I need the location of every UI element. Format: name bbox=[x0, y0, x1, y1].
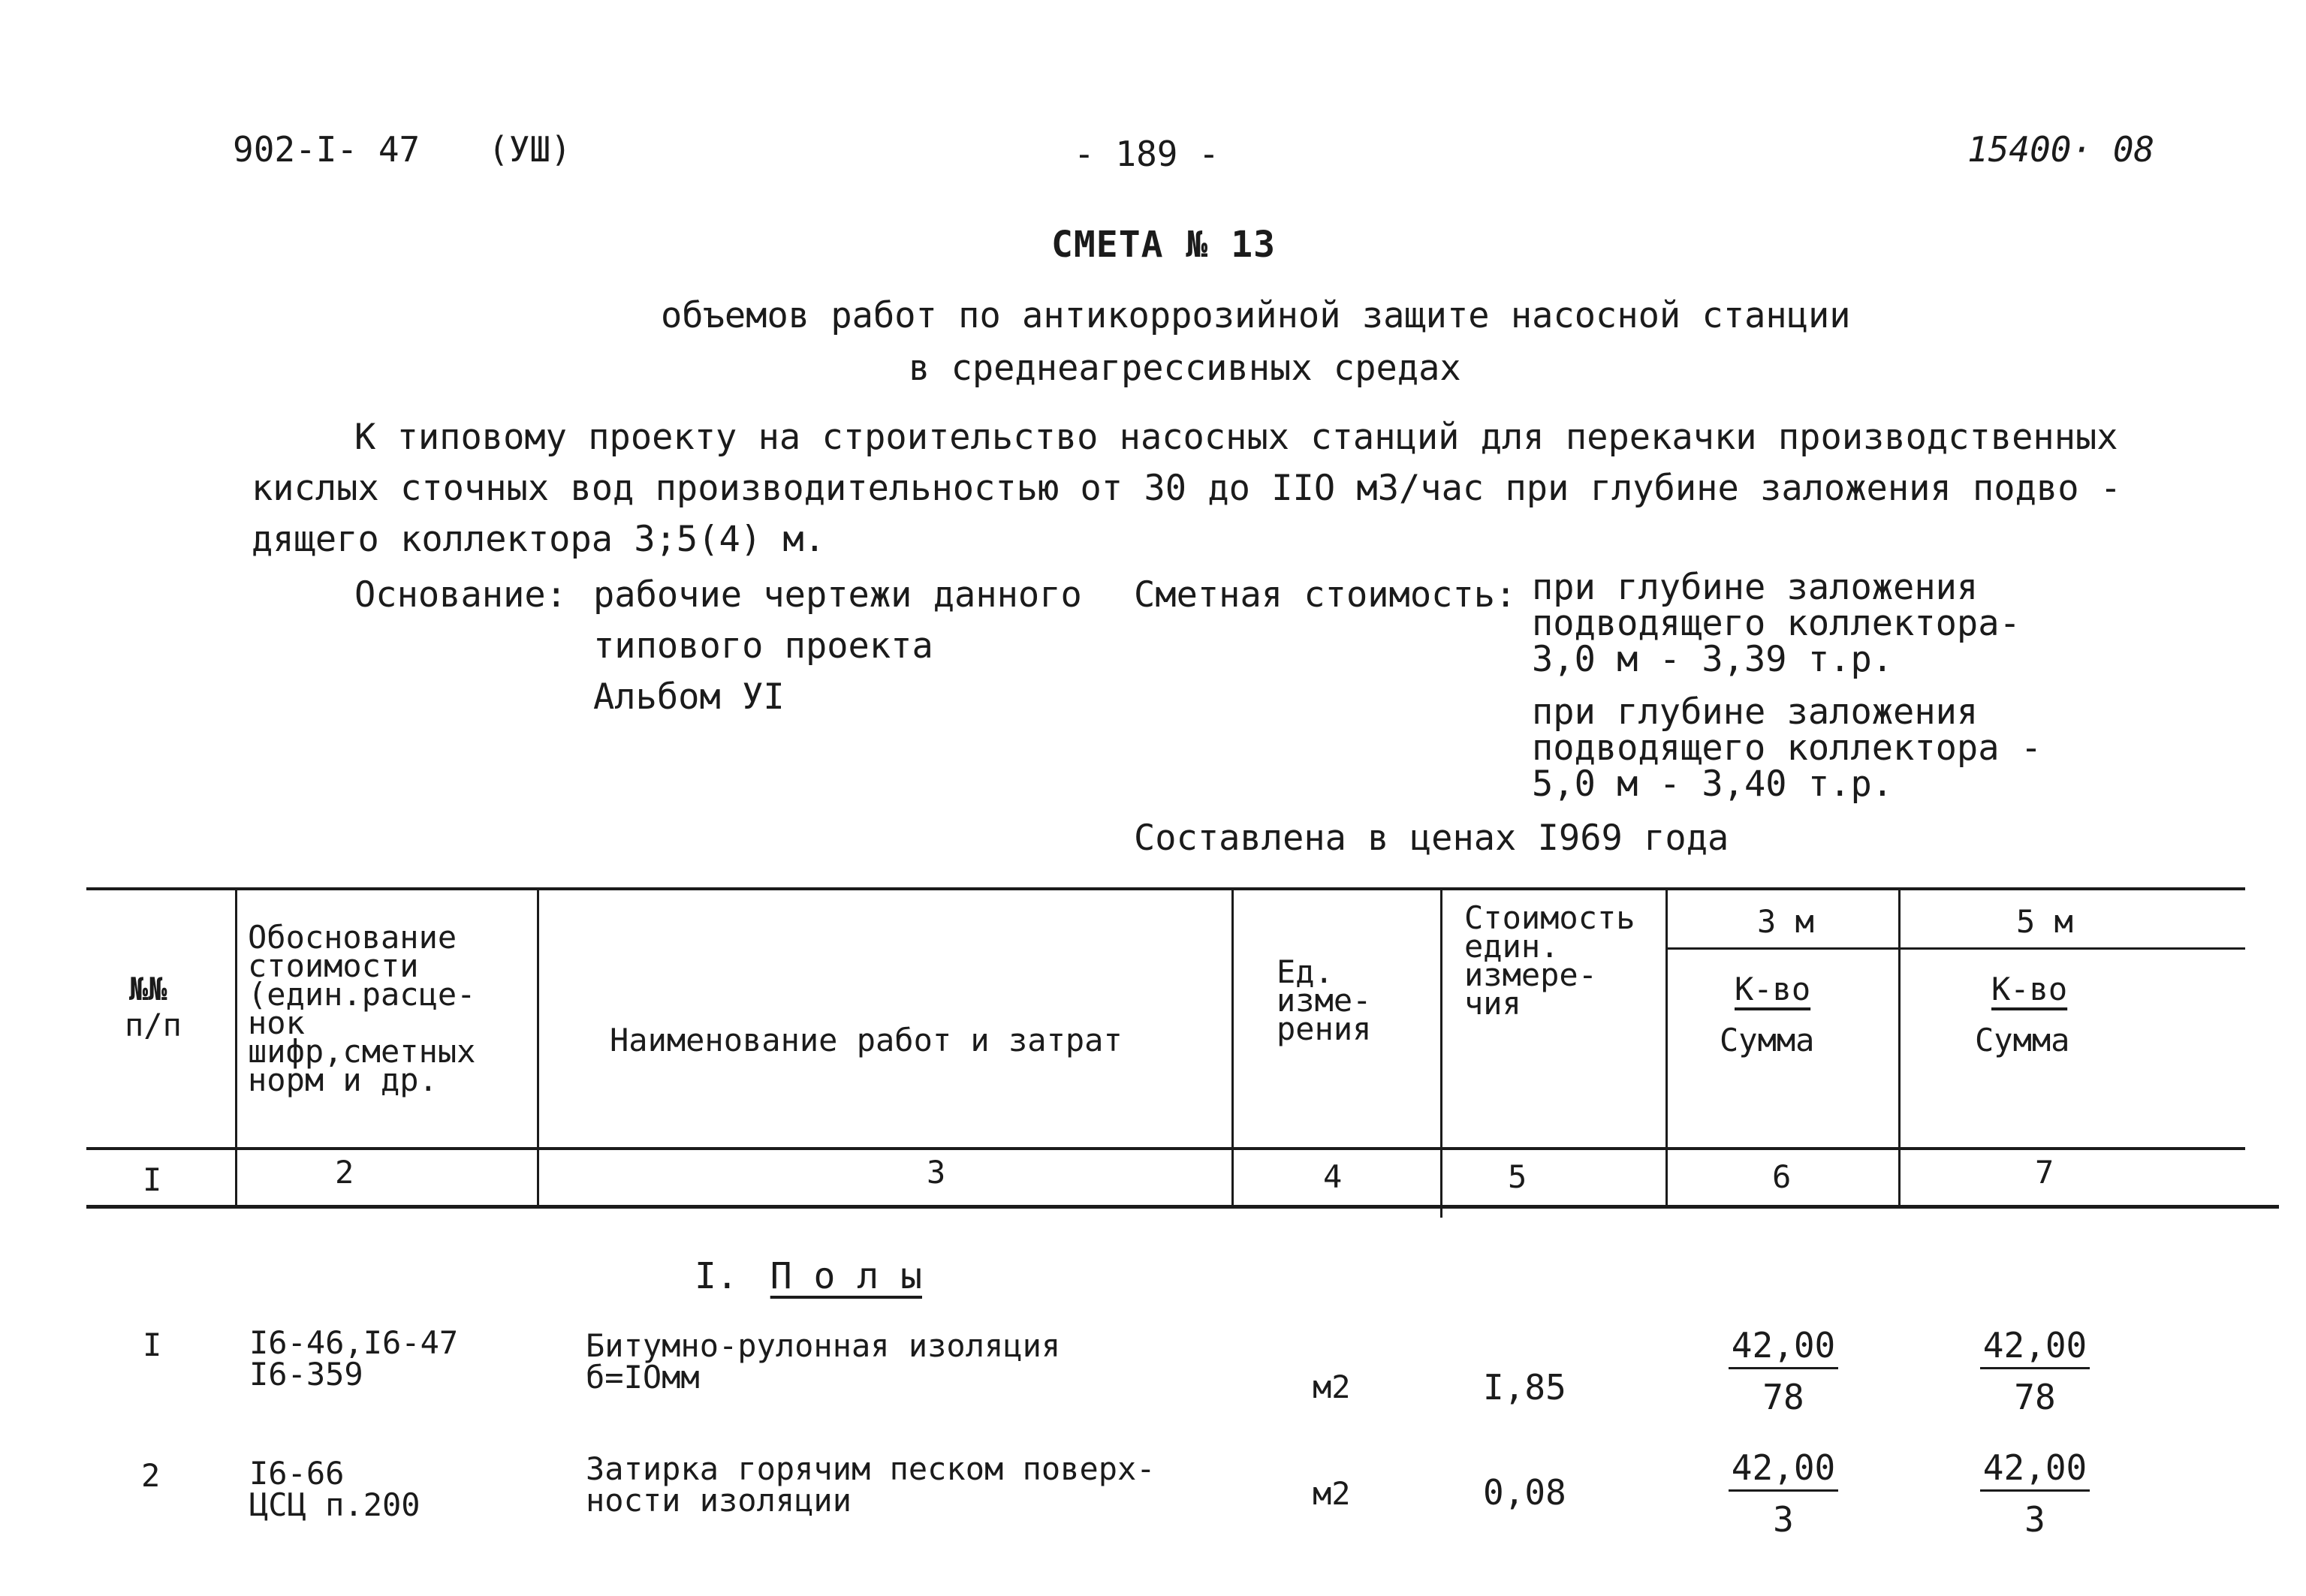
subtitle-line-1: объемов работ по антикоррозийной защите насосной станции bbox=[661, 295, 1851, 336]
table-header-rule bbox=[86, 1147, 2245, 1150]
row-qty-sum-5m bbox=[1967, 1447, 2103, 1540]
document-title: СМЕТА № 13 bbox=[1051, 224, 1276, 266]
cost-a-line-3: 3,0 м - 3,39 т.р. bbox=[1532, 639, 1894, 680]
col-divider-6 bbox=[1898, 887, 1901, 1206]
cost-b-line-1: при глубине заложения bbox=[1532, 691, 1979, 733]
col-number-3: 3 bbox=[927, 1154, 946, 1191]
basis-label: Основание: bbox=[354, 574, 567, 616]
section-name: П о л ы bbox=[770, 1255, 922, 1297]
col-divider-2 bbox=[537, 887, 539, 1206]
header-sum-3m: Сумма bbox=[1720, 1022, 1815, 1058]
header-num-b: п/п bbox=[125, 1007, 182, 1043]
header-sum-5m: Сумма bbox=[1975, 1022, 2070, 1058]
basis-line-2: типового проекта bbox=[593, 625, 933, 667]
section-title bbox=[695, 1255, 922, 1297]
row-sum-3m: 78 bbox=[1762, 1377, 1804, 1417]
row-qty-3m: 42,00 bbox=[1729, 1447, 1838, 1492]
col-number-4: 4 bbox=[1323, 1158, 1343, 1195]
doc-code: 902-I- 47 bbox=[233, 129, 421, 170]
cost-a-line-2: подводящего коллектора- bbox=[1532, 603, 2021, 644]
header-qty-3m: К-во bbox=[1735, 971, 1811, 1007]
col-divider-3 bbox=[1231, 887, 1234, 1206]
row-qty-sum-5m bbox=[1967, 1325, 2103, 1417]
cost-b-line-3: 5,0 м - 3,40 т.р. bbox=[1532, 763, 1894, 805]
row-basis: I6-46,I6-47 I6-359 bbox=[249, 1324, 459, 1393]
row-qty-5m: 42,00 bbox=[1980, 1447, 2090, 1492]
intro-line-3: дящего коллектора 3;5(4) м. bbox=[252, 519, 826, 560]
row-unit-price: I,85 bbox=[1483, 1367, 1566, 1408]
series-code: (УШ) bbox=[488, 129, 571, 170]
row-qty-sum-3m bbox=[1716, 1447, 1851, 1540]
cost-a-line-1: при глубине заложения bbox=[1532, 567, 1979, 608]
row-unit: м2 bbox=[1313, 1475, 1351, 1512]
header-unit-cost: Стоимость един. измере- чия bbox=[1464, 899, 1635, 1022]
intro-line-2: кислых сточных вод производительностью от 30 до IIO м3/час при глубине заложения подво - bbox=[252, 468, 2122, 509]
row-sum-5m: 3 bbox=[2024, 1499, 2045, 1540]
row-unit: м2 bbox=[1313, 1369, 1351, 1405]
col-divider-5 bbox=[1665, 887, 1668, 1206]
row-qty-sum-3m bbox=[1716, 1325, 1851, 1417]
row-work-name: Битумно-рулонная изоляция б=IOмм bbox=[586, 1327, 1061, 1396]
header-num-a: №№ bbox=[129, 971, 167, 1007]
header-basis: Обоснование стоимости (един.расце- нок шифр,сметных норм и др. bbox=[248, 919, 476, 1098]
header-work-name: Наименование работ и затрат bbox=[610, 1022, 1123, 1058]
subtitle-line-2: в среднеагрессивных средах bbox=[909, 348, 1461, 389]
row-number: 2 bbox=[141, 1457, 161, 1494]
table-split-rule bbox=[1667, 947, 2245, 950]
row-basis: I6-66 ЦСЦ п.200 bbox=[249, 1455, 421, 1523]
sheet-code: 15400· 08 bbox=[1967, 129, 2155, 170]
col-divider-1 bbox=[235, 887, 237, 1206]
row-sum-5m: 78 bbox=[2014, 1377, 2056, 1417]
row-qty-5m: 42,00 bbox=[1980, 1325, 2090, 1369]
cost-b-line-2: подводящего коллектора - bbox=[1532, 727, 2042, 769]
row-number: I bbox=[143, 1326, 162, 1363]
col-number-7: 7 bbox=[2035, 1154, 2054, 1191]
row-work-name: Затирка горячим песком поверх- ности изоляции bbox=[586, 1450, 1156, 1519]
col-number-5: 5 bbox=[1508, 1158, 1527, 1195]
intro-line-1: К типовому проекту на строительство насосных станций для перекачки производственных bbox=[354, 417, 2118, 458]
row-qty-3m: 42,00 bbox=[1729, 1325, 1838, 1369]
basis-line-1: рабочие чертежи данного bbox=[593, 574, 1082, 616]
table-numbers-rule bbox=[86, 1205, 2279, 1209]
col-number-1: I bbox=[143, 1161, 162, 1198]
row-sum-3m: 3 bbox=[1773, 1499, 1794, 1540]
prices-year: Составлена в ценах I969 года bbox=[1134, 818, 1729, 859]
row-unit-price: 0,08 bbox=[1483, 1472, 1566, 1513]
table-top-rule bbox=[86, 887, 2245, 890]
basis-line-3: Альбом УI bbox=[593, 676, 785, 718]
header-depth-5m: 5 м bbox=[2016, 903, 2073, 940]
col-number-2: 2 bbox=[335, 1154, 354, 1191]
col-divider-4 bbox=[1440, 887, 1442, 1218]
header-depth-3m: 3 м bbox=[1757, 903, 1814, 940]
section-number: I. bbox=[695, 1255, 738, 1297]
page-number: - 189 - bbox=[1074, 134, 1219, 174]
header-qty-5m: К-во bbox=[1991, 971, 2068, 1007]
cost-label: Сметная стоимость: bbox=[1134, 574, 1517, 616]
header-unit: Ед. изме- рения bbox=[1277, 953, 1372, 1047]
col-number-6: 6 bbox=[1772, 1158, 1792, 1195]
